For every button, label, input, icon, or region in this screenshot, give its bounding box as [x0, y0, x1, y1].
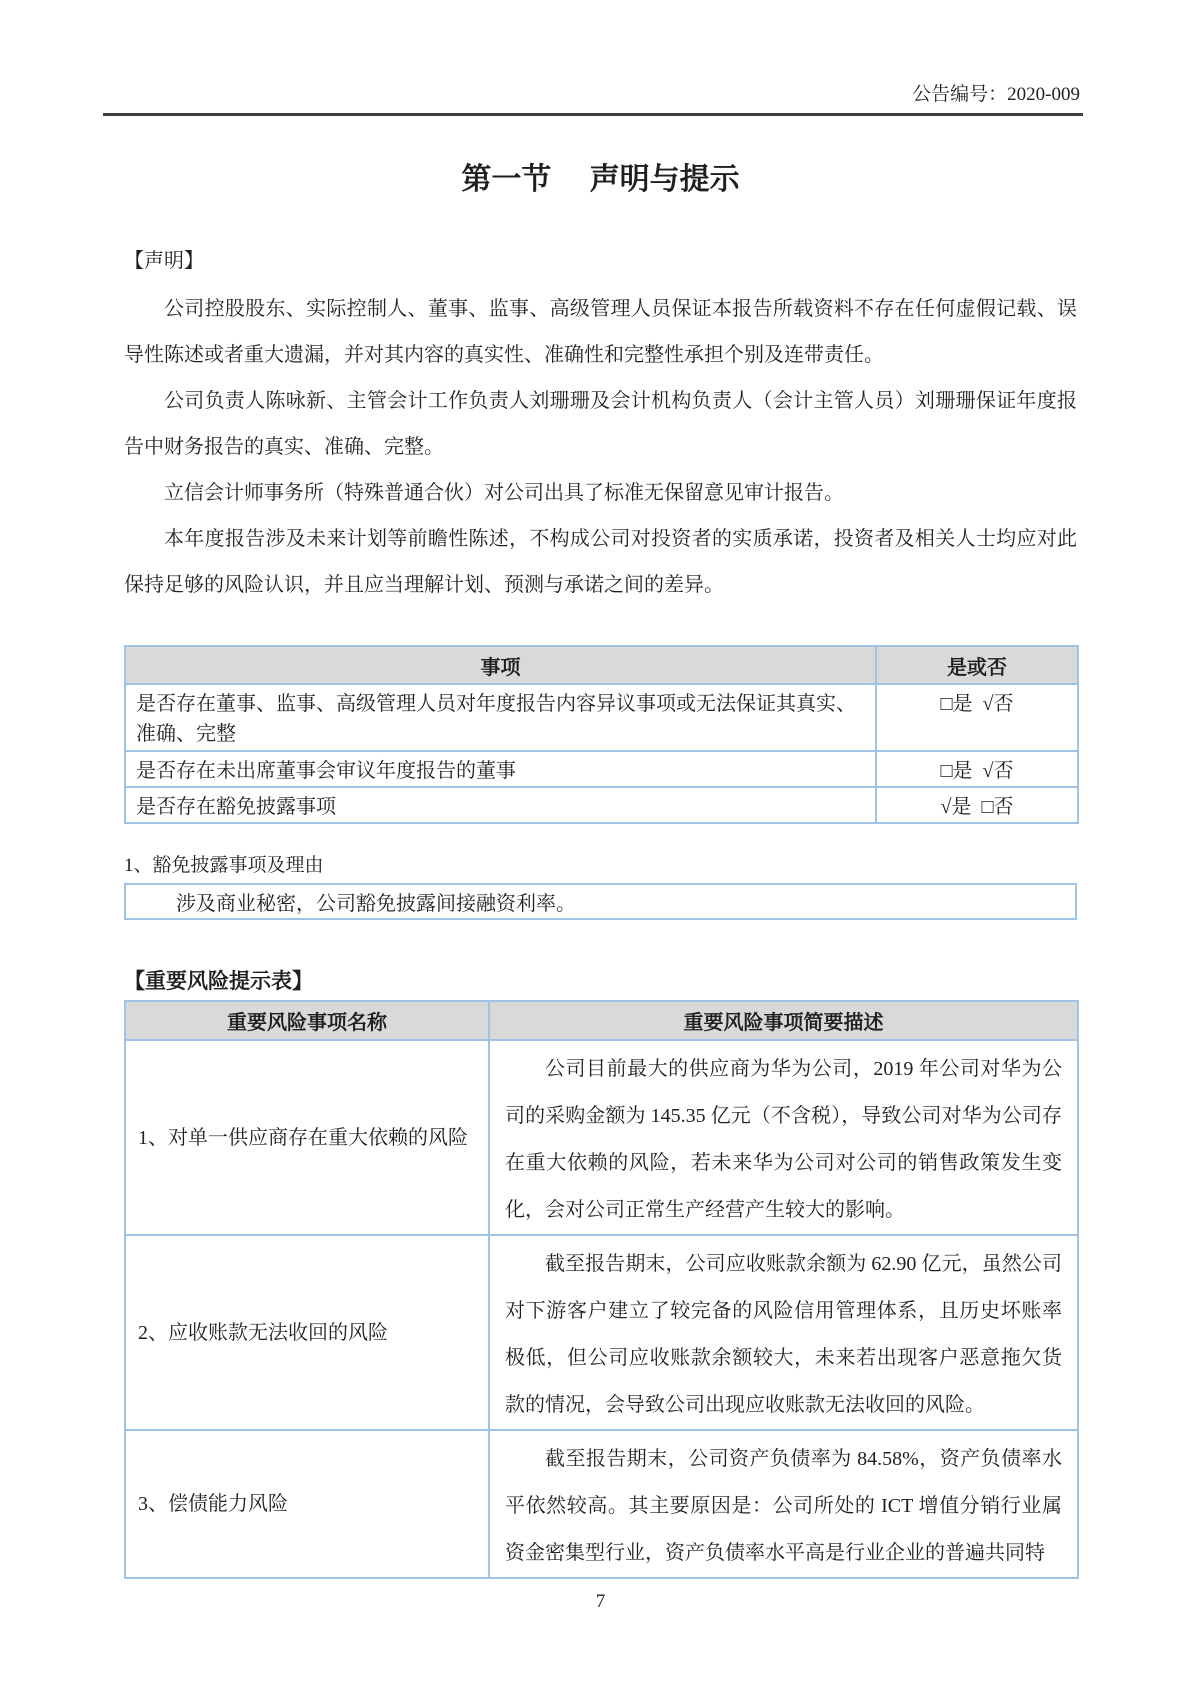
declaration-paragraphs: [124, 286, 1077, 608]
risk-header-description: 重要风险事项简要描述: [489, 1001, 1078, 1040]
risk-description-text: 截至报告期末，公司应收账款余额为 62.90 亿元，虽然公司对下游客户建立了较完备的风险信用管理体系，且历史坏账率极低，但公司应收账款余额较大，未来若出现客户恶意拖欠货款的情况，会导致公司出现应收账款无法收回的风险。: [489, 1235, 1078, 1430]
risk-description-text: 公司目前最大的供应商为华为公司，2019 年公司对华为公司的采购金额为 145.35 亿元（不含税），导致公司对华为公司存在重大依赖的风险，若未来华为公司对公司的销售政策发生变化，会对公司正常生产经营产生较大的影响。: [489, 1040, 1078, 1235]
declaration-heading: 【声明】: [124, 250, 204, 272]
risk-table: [124, 1000, 1079, 1579]
declaration-paragraph: 本年度报告涉及未来计划等前瞻性陈述，不构成公司对投资者的实质承诺，投资者及相关人士均应对此保持足够的风险认识，并且应当理解计划、预测与承诺之间的差异。: [124, 528, 1077, 596]
header-divider: [103, 113, 1083, 116]
risk-name-text: 3、偿债能力风险: [125, 1430, 489, 1578]
matters-header-item: 事项: [125, 646, 876, 684]
page-title: 第一节 声明与提示: [461, 163, 740, 196]
exemption-reason-box: [124, 883, 1077, 920]
page-number: 7: [595, 1591, 606, 1612]
announcement-number: 公告编号：2020-009: [912, 84, 1080, 105]
risk-table-heading: 【重要风险提示表】: [124, 969, 313, 993]
matters-item-text: 是否存在未出席董事会审议年度报告的董事: [125, 751, 876, 787]
declaration-paragraph: 立信会计师事务所（特殊普通合伙）对公司出具了标准无保留意见审计报告。: [164, 482, 844, 504]
matters-table: [124, 645, 1079, 824]
matters-item-text: 是否存在董事、监事、高级管理人员对年度报告内容异议事项或无法保证其真实、准确、完整: [125, 684, 876, 751]
exemption-item-label: 1、豁免披露事项及理由: [124, 855, 324, 876]
table-row: [125, 1430, 1078, 1578]
table-row: [125, 787, 1078, 823]
matters-table-header-row: [125, 646, 1078, 684]
matters-header-yes-no: 是或否: [876, 646, 1078, 684]
risk-description-text: 截至报告期末，公司资产负债率为 84.58%，资产负债率水平依然较高。其主要原因是：公司所处的 ICT 增值分销行业属资金密集型行业，资产负债率水平高是行业企业的普遍共同特: [489, 1430, 1078, 1578]
risk-name-text: 1、对单一供应商存在重大依赖的风险: [125, 1040, 489, 1235]
declaration-paragraph: 公司控股股东、实际控制人、董事、监事、高级管理人员保证本报告所载资料不存在任何虚假记载、误导性陈述或者重大遗漏，并对其内容的真实性、准确性和完整性承担个别及连带责任。: [124, 298, 1077, 366]
matters-answer: √是 □否: [876, 787, 1078, 823]
table-row: [125, 1235, 1078, 1430]
table-row: [125, 751, 1078, 787]
matters-answer: □是 √否: [876, 684, 1078, 751]
declaration-paragraph: 公司负责人陈咏新、主管会计工作负责人刘珊珊及会计机构负责人（会计主管人员）刘珊珊保证年度报告中财务报告的真实、准确、完整。: [124, 390, 1077, 458]
table-row: [125, 1040, 1078, 1235]
risk-name-text: 2、应收账款无法收回的风险: [125, 1235, 489, 1430]
risk-header-name: 重要风险事项名称: [125, 1001, 489, 1040]
exemption-reason-text: 涉及商业秘密，公司豁免披露间接融资利率。: [176, 893, 576, 915]
risk-table-header-row: [125, 1001, 1078, 1040]
matters-item-text: 是否存在豁免披露事项: [125, 787, 876, 823]
matters-answer: □是 √否: [876, 751, 1078, 787]
table-row: [125, 684, 1078, 751]
